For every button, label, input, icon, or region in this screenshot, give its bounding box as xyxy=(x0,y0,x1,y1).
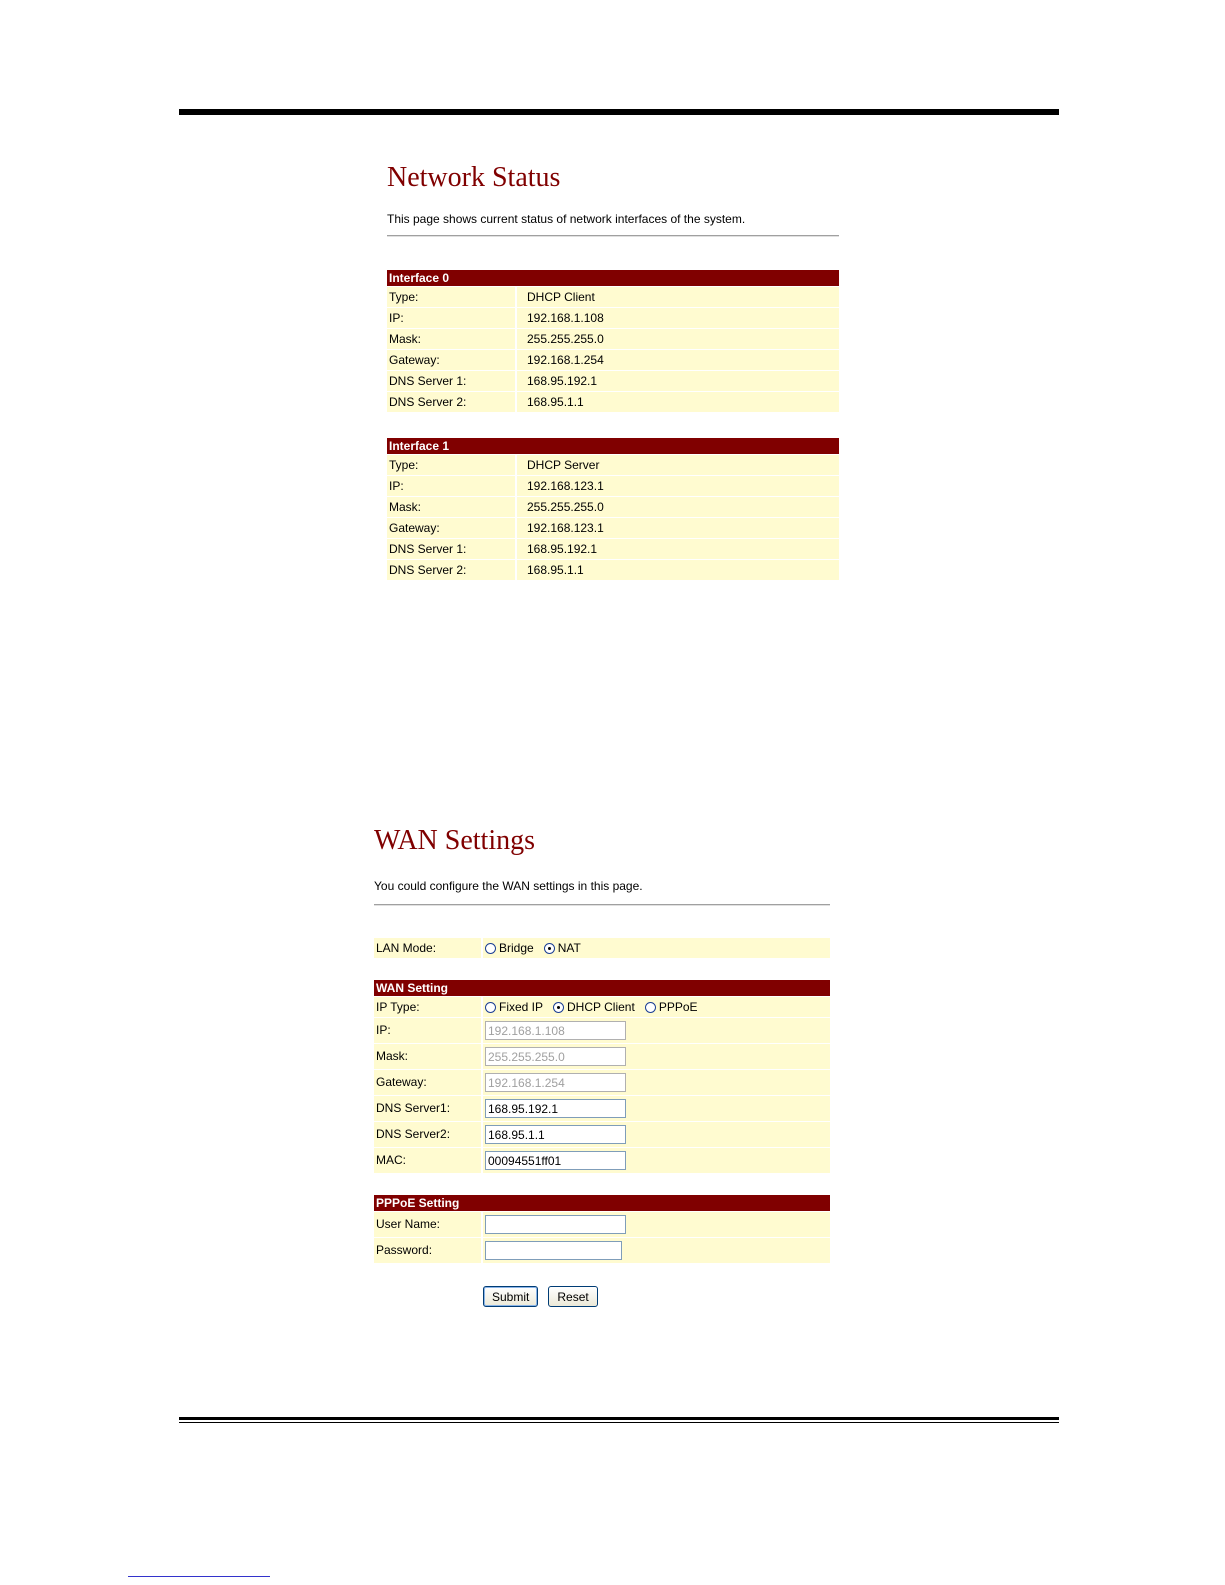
interface-1-table xyxy=(387,438,839,580)
ip-type-radio-group xyxy=(485,997,698,1017)
row-label: DNS Server 1: xyxy=(387,539,515,559)
row-value: 192.168.1.108 xyxy=(517,308,839,328)
page-title: Network Status xyxy=(387,162,561,193)
radio-label: Fixed IP xyxy=(499,1000,544,1014)
row-value: 192.168.123.1 xyxy=(517,476,839,496)
mac-label: MAC: xyxy=(374,1148,481,1173)
table-row xyxy=(387,560,839,580)
user-name-row xyxy=(374,1212,830,1237)
row-label: IP: xyxy=(387,308,515,328)
gateway-row xyxy=(374,1070,830,1095)
row-label: Type: xyxy=(387,287,515,307)
table-header: Interface 0 xyxy=(387,270,839,286)
gateway-cell xyxy=(483,1070,830,1095)
divider xyxy=(374,904,830,906)
table-row xyxy=(387,455,839,475)
radio-checked-icon[interactable] xyxy=(544,943,555,954)
ip-type-row xyxy=(374,997,830,1017)
row-value: 168.95.1.1 xyxy=(517,392,839,412)
interface-0-table xyxy=(387,270,839,412)
dns-server1-row xyxy=(374,1096,830,1121)
user-name-label: User Name: xyxy=(374,1212,481,1237)
page-bottom-rule-thin xyxy=(179,1422,1059,1423)
radio-label: DHCP Client xyxy=(567,1000,635,1014)
table-row xyxy=(387,287,839,307)
mask-field[interactable] xyxy=(485,1047,626,1066)
mask-cell xyxy=(483,1044,830,1069)
radio-checked-icon[interactable] xyxy=(553,1002,564,1013)
radio-label: Bridge xyxy=(499,941,534,955)
user-name-cell xyxy=(483,1212,830,1237)
ip-cell xyxy=(483,1018,830,1043)
row-label: Type: xyxy=(387,455,515,475)
table-row xyxy=(387,392,839,412)
dns-server2-field[interactable] xyxy=(485,1125,626,1144)
footnote-rule xyxy=(128,1576,270,1577)
row-value: 192.168.123.1 xyxy=(517,518,839,538)
form-buttons xyxy=(483,1286,830,1307)
row-label: Gateway: xyxy=(387,518,515,538)
dns-server2-row xyxy=(374,1122,830,1147)
password-row xyxy=(374,1238,830,1263)
password-label: Password: xyxy=(374,1238,481,1263)
table-row xyxy=(387,518,839,538)
radio-unchecked-icon[interactable] xyxy=(645,1002,656,1013)
ip-field[interactable] xyxy=(485,1021,626,1040)
mask-row xyxy=(374,1044,830,1069)
dns-server2-cell xyxy=(483,1122,830,1147)
lan-mode-label: LAN Mode: xyxy=(374,938,481,958)
radio-label: NAT xyxy=(557,941,581,955)
row-label: Mask: xyxy=(387,497,515,517)
row-value: 255.255.255.0 xyxy=(517,497,839,517)
wan-settings-panel xyxy=(374,824,830,1307)
table-header: PPPoE Setting xyxy=(374,1195,830,1211)
row-label: DNS Server 2: xyxy=(387,392,515,412)
mac-row xyxy=(374,1148,830,1173)
lan-mode-nat-radio[interactable] xyxy=(544,938,581,958)
table-row xyxy=(387,329,839,349)
radio-label: PPPoE xyxy=(658,1000,698,1014)
row-value: 168.95.192.1 xyxy=(517,539,839,559)
ip-type-fixed-ip-radio[interactable] xyxy=(485,997,543,1017)
lan-mode-radio-group xyxy=(485,938,581,958)
dns-server1-cell xyxy=(483,1096,830,1121)
table-header: Interface 1 xyxy=(387,438,839,454)
row-value: 168.95.192.1 xyxy=(517,371,839,391)
pppoe-setting-table xyxy=(374,1195,830,1263)
row-label: Mask: xyxy=(387,329,515,349)
radio-unchecked-icon[interactable] xyxy=(485,943,496,954)
row-value: DHCP Server xyxy=(517,455,839,475)
ip-label: IP: xyxy=(374,1018,481,1043)
lan-mode-bridge-radio[interactable] xyxy=(485,938,534,958)
radio-unchecked-icon[interactable] xyxy=(485,1002,496,1013)
dns-server1-field[interactable] xyxy=(485,1099,626,1118)
table-row xyxy=(387,350,839,370)
wan-setting-table xyxy=(374,980,830,1173)
ip-type-label: IP Type: xyxy=(374,997,481,1017)
row-label: IP: xyxy=(387,476,515,496)
table-header: WAN Setting xyxy=(374,980,830,996)
mac-cell xyxy=(483,1148,830,1173)
table-row xyxy=(387,308,839,328)
ip-type-dhcp-client-radio[interactable] xyxy=(553,997,635,1017)
mask-label: Mask: xyxy=(374,1044,481,1069)
page-description: This page shows current status of network interfaces of the system. xyxy=(387,212,746,226)
password-cell xyxy=(483,1238,830,1263)
gateway-label: Gateway: xyxy=(374,1070,481,1095)
table-row xyxy=(387,476,839,496)
dns-server1-label: DNS Server1: xyxy=(374,1096,481,1121)
password-field[interactable] xyxy=(485,1241,622,1260)
row-value: 255.255.255.0 xyxy=(517,329,839,349)
table-row xyxy=(387,539,839,559)
ip-type-options xyxy=(483,997,830,1017)
dns-server2-label: DNS Server2: xyxy=(374,1122,481,1147)
submit-button[interactable]: Submit xyxy=(483,1286,538,1307)
lan-mode-row xyxy=(374,938,830,958)
row-label: DNS Server 1: xyxy=(387,371,515,391)
table-row xyxy=(387,497,839,517)
reset-button[interactable]: Reset xyxy=(548,1286,597,1307)
page-bottom-rule xyxy=(179,1417,1059,1420)
ip-type-pppoe-radio[interactable] xyxy=(645,997,698,1017)
lan-mode-options xyxy=(483,938,830,958)
row-value: DHCP Client xyxy=(517,287,839,307)
page-title: WAN Settings xyxy=(374,825,535,856)
table-row xyxy=(387,371,839,391)
network-status-panel xyxy=(387,161,839,580)
gateway-field[interactable] xyxy=(485,1073,626,1092)
ip-row xyxy=(374,1018,830,1043)
page-top-rule xyxy=(179,109,1059,115)
row-label: DNS Server 2: xyxy=(387,560,515,580)
row-value: 168.95.1.1 xyxy=(517,560,839,580)
user-name-field[interactable] xyxy=(485,1215,626,1234)
divider xyxy=(387,235,839,237)
mac-field[interactable] xyxy=(485,1151,626,1170)
row-value: 192.168.1.254 xyxy=(517,350,839,370)
row-label: Gateway: xyxy=(387,350,515,370)
page-description: You could configure the WAN settings in this page. xyxy=(374,879,643,893)
